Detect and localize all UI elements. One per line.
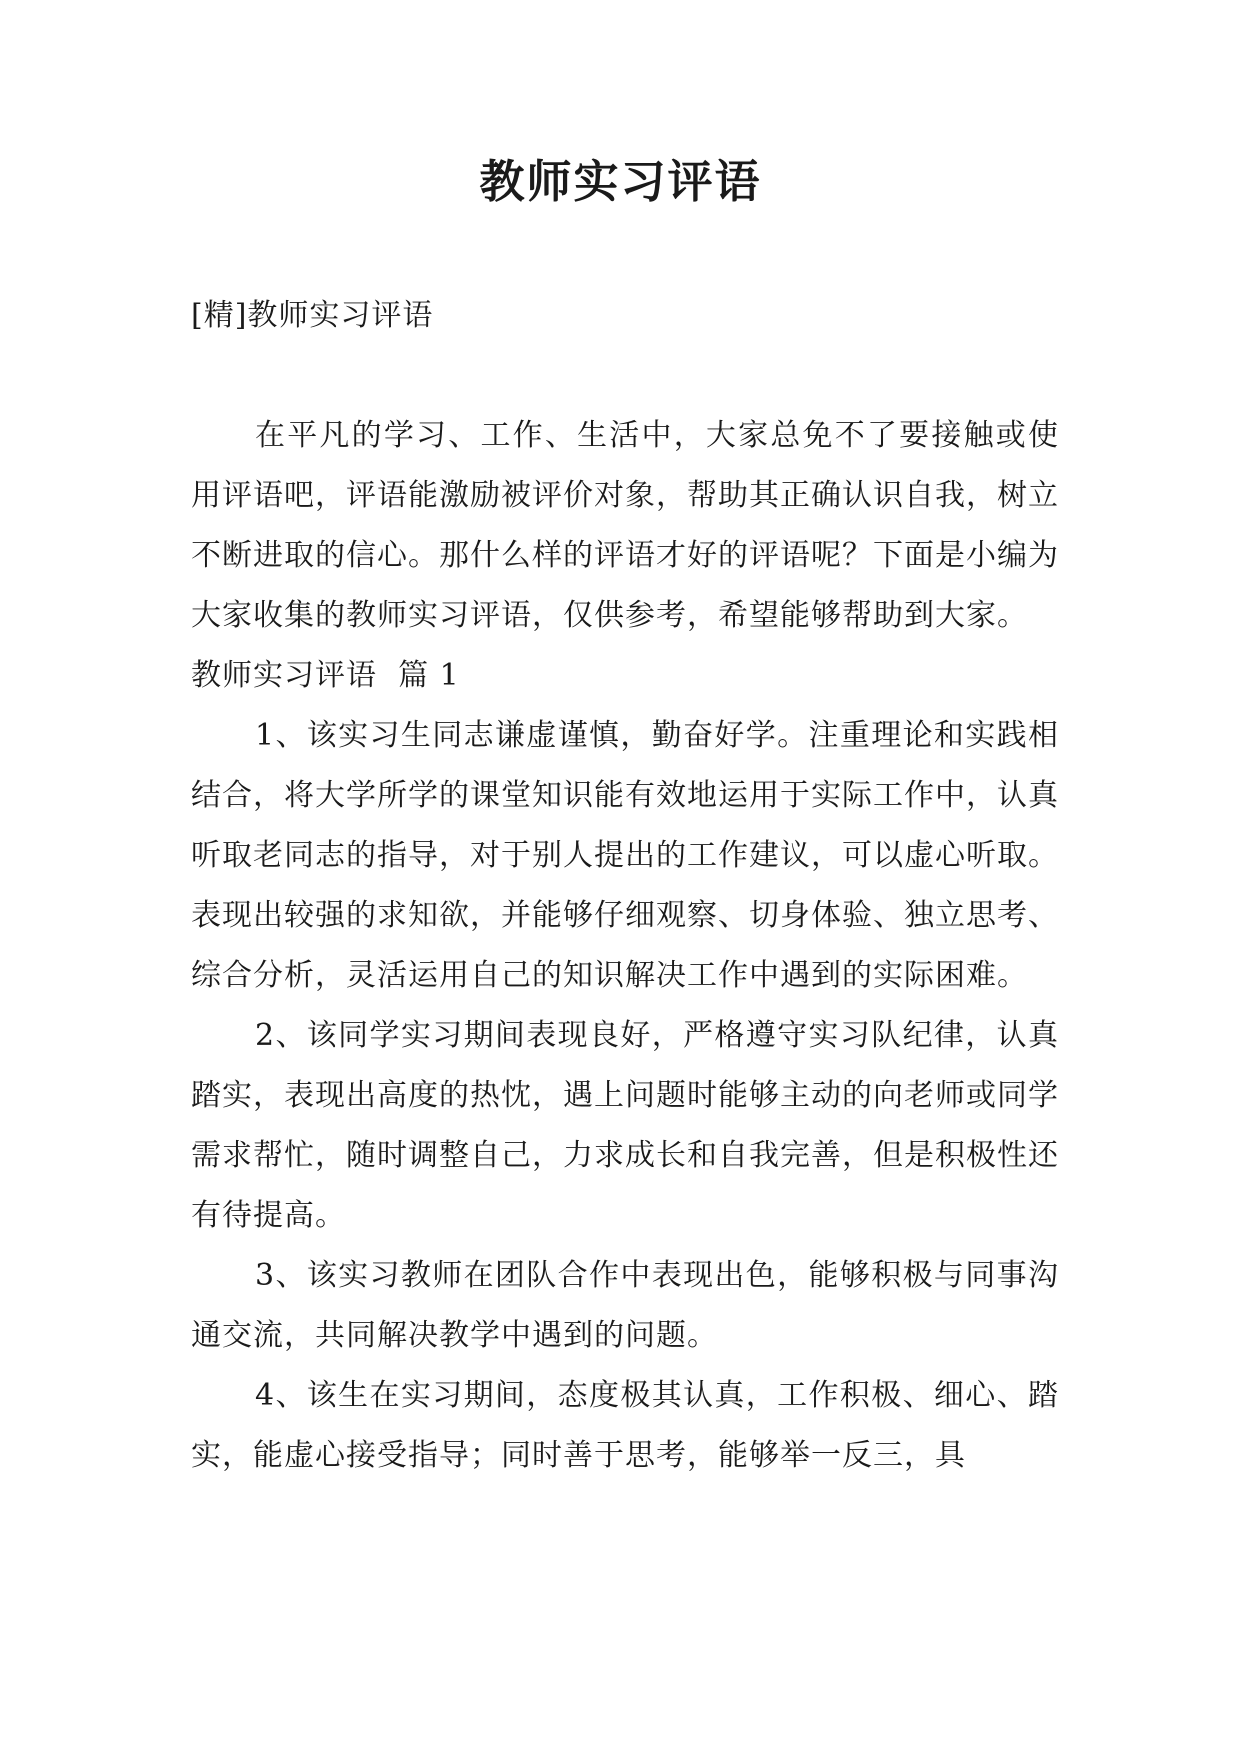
comment-paragraph-1: 1、该实习生同志谦虚谨慎，勤奋好学。注重理论和实践相结合，将大学所学的课堂知识能有效地运用于实际工作中，认真听取老同志的指导，对于别人提出的工作建议，可以虚心听取。表现出较强的求知欲，并能够仔细观察、切身体验、独立思考、综合分析，灵活运用自己的知识解决工作中遇到的实际困难。 bbox=[191, 718, 1059, 993]
comment-paragraph-4: 4、该生在实习期间，态度极其认真，工作积极、细心、踏实，能虚心接受指导；同时善于思考，能够举一反三，具 bbox=[191, 1378, 1059, 1473]
document-subtitle: [精]教师实习评语 bbox=[191, 298, 434, 333]
intro-paragraph: 在平凡的学习、工作、生活中，大家总免不了要接触或使用评语吧，评语能激励被评价对象，帮助其正确认识自我，树立不断进取的信心。那什么样的评语才好的评语呢？下面是小编为大家收集的教师实习评语，仅供参考，希望能够帮助到大家。 bbox=[191, 418, 1059, 633]
section-heading: 教师实习评语 篇 1 bbox=[191, 658, 460, 693]
document-body bbox=[191, 286, 1059, 1486]
document-title: 教师实习评语 bbox=[479, 155, 762, 208]
comment-paragraph-2: 2、该同学实习期间表现良好，严格遵守实习队纪律，认真踏实，表现出高度的热忱，遇上问题时能够主动的向老师或同学需求帮忙，随时调整自己，力求成长和自我完善，但是积极性还有待提高。 bbox=[191, 1018, 1059, 1233]
comment-paragraph-3: 3、该实习教师在团队合作中表现出色，能够积极与同事沟通交流，共同解决教学中遇到的问题。 bbox=[191, 1258, 1059, 1353]
spacer bbox=[191, 346, 1059, 406]
